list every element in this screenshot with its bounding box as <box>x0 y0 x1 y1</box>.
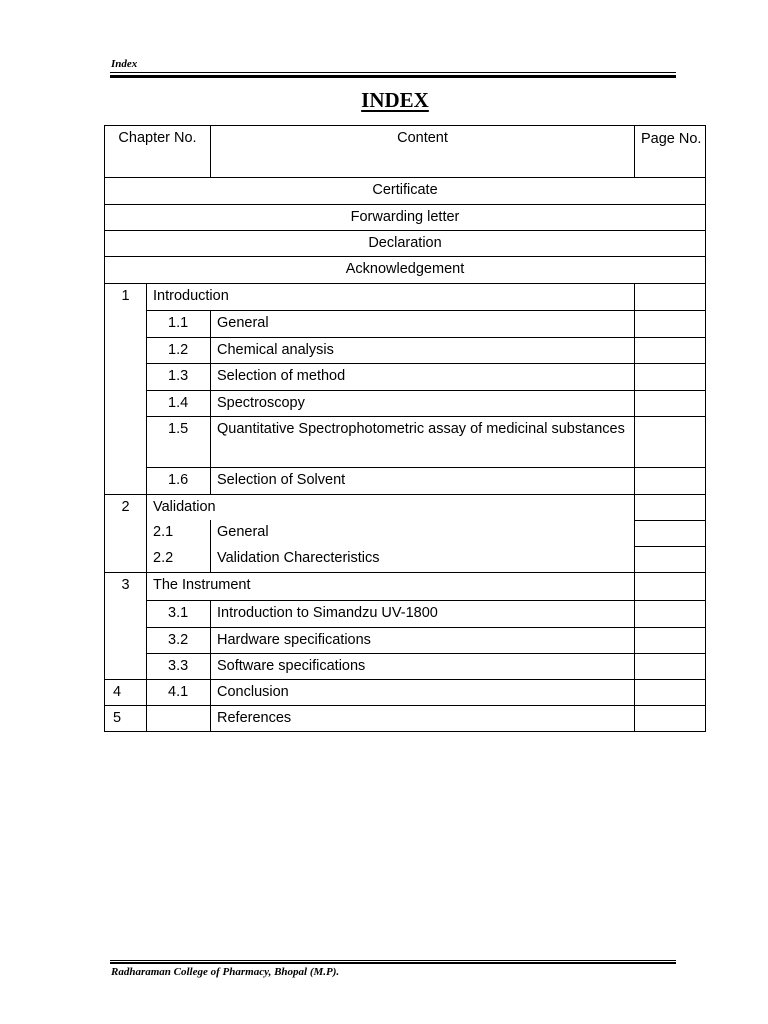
section-3-3-title: Software specifications <box>211 653 635 679</box>
footer-rule-thin <box>110 960 676 961</box>
section-3-3-page <box>635 653 706 679</box>
section-1-4-number: 1.4 <box>147 391 211 417</box>
header-page-no: Page No. <box>635 126 706 178</box>
chapter-2-page <box>635 495 706 521</box>
section-1-5-title: Quantitative Spectrophotometric assay of medicinal substances <box>211 417 635 468</box>
chapter-3-page <box>635 572 706 600</box>
section-1-4-title: Spectroscopy <box>211 391 635 417</box>
section-3-2-number: 3.2 <box>147 627 211 653</box>
section-1-1-page <box>635 311 706 338</box>
chapter-5-page <box>635 705 706 731</box>
section-2-2-number: 2.2 <box>147 546 211 572</box>
section-1-2-page <box>635 338 706 364</box>
section-1-3-page <box>635 364 706 391</box>
chapter-1-page <box>635 284 706 311</box>
section-1-5-number: 1.5 <box>147 417 211 468</box>
section-1-3-number: 1.3 <box>147 364 211 391</box>
chapter-2-number: 2 <box>105 495 147 573</box>
section-2-2-title: Validation Charecteristics <box>211 546 635 572</box>
header-rule-thin <box>110 72 676 73</box>
chapter-5-title: References <box>211 705 635 731</box>
chapter-5-number: 5 <box>105 705 147 731</box>
chapter-4-number: 4 <box>105 679 147 705</box>
section-3-1-title: Introduction to Simandzu UV-1800 <box>211 600 635 627</box>
section-2-1-number: 2.1 <box>147 520 211 546</box>
section-1-2-number: 1.2 <box>147 338 211 364</box>
section-1-2-title: Chemical analysis <box>211 338 635 364</box>
section-1-1-title: General <box>211 311 635 338</box>
index-table <box>104 125 706 732</box>
front-matter-acknowledgement: Acknowledgement <box>105 257 706 284</box>
chapter-5-section-number <box>147 705 211 731</box>
section-1-6-title: Selection of Solvent <box>211 468 635 495</box>
section-3-1-page <box>635 600 706 627</box>
section-2-2-page <box>635 546 706 572</box>
section-1-3-title: Selection of method <box>211 364 635 391</box>
section-1-6-page <box>635 468 706 495</box>
section-3-3-number: 3.3 <box>147 653 211 679</box>
section-1-6-number: 1.6 <box>147 468 211 495</box>
section-3-2-page <box>635 627 706 653</box>
header-chapter-no: Chapter No. <box>105 126 211 178</box>
section-1-4-page <box>635 391 706 417</box>
chapter-3-title: The Instrument <box>147 572 635 600</box>
footer-rule-thick <box>110 962 676 964</box>
section-4-1-number: 4.1 <box>147 679 211 705</box>
section-3-2-title: Hardware specifications <box>211 627 635 653</box>
section-1-1-number: 1.1 <box>147 311 211 338</box>
header-content: Content <box>211 126 635 178</box>
section-1-5-page <box>635 417 706 468</box>
front-matter-forwarding-letter: Forwarding letter <box>105 205 706 231</box>
running-footer: Radharaman College of Pharmacy, Bhopal (M.P). <box>111 966 340 978</box>
chapter-1-title: Introduction <box>147 284 635 311</box>
chapter-1-number: 1 <box>105 284 147 495</box>
section-2-1-page <box>635 520 706 546</box>
chapter-2-title: Validation <box>147 495 635 521</box>
running-header: Index <box>111 58 138 70</box>
section-4-1-title: Conclusion <box>211 679 635 705</box>
section-2-1-title: General <box>211 520 635 546</box>
front-matter-certificate: Certificate <box>105 178 706 205</box>
header-rule-thick <box>110 75 676 78</box>
page-title: INDEX <box>361 88 429 112</box>
section-4-1-page <box>635 679 706 705</box>
chapter-3-number: 3 <box>105 572 147 679</box>
front-matter-declaration: Declaration <box>105 231 706 257</box>
section-3-1-number: 3.1 <box>147 600 211 627</box>
